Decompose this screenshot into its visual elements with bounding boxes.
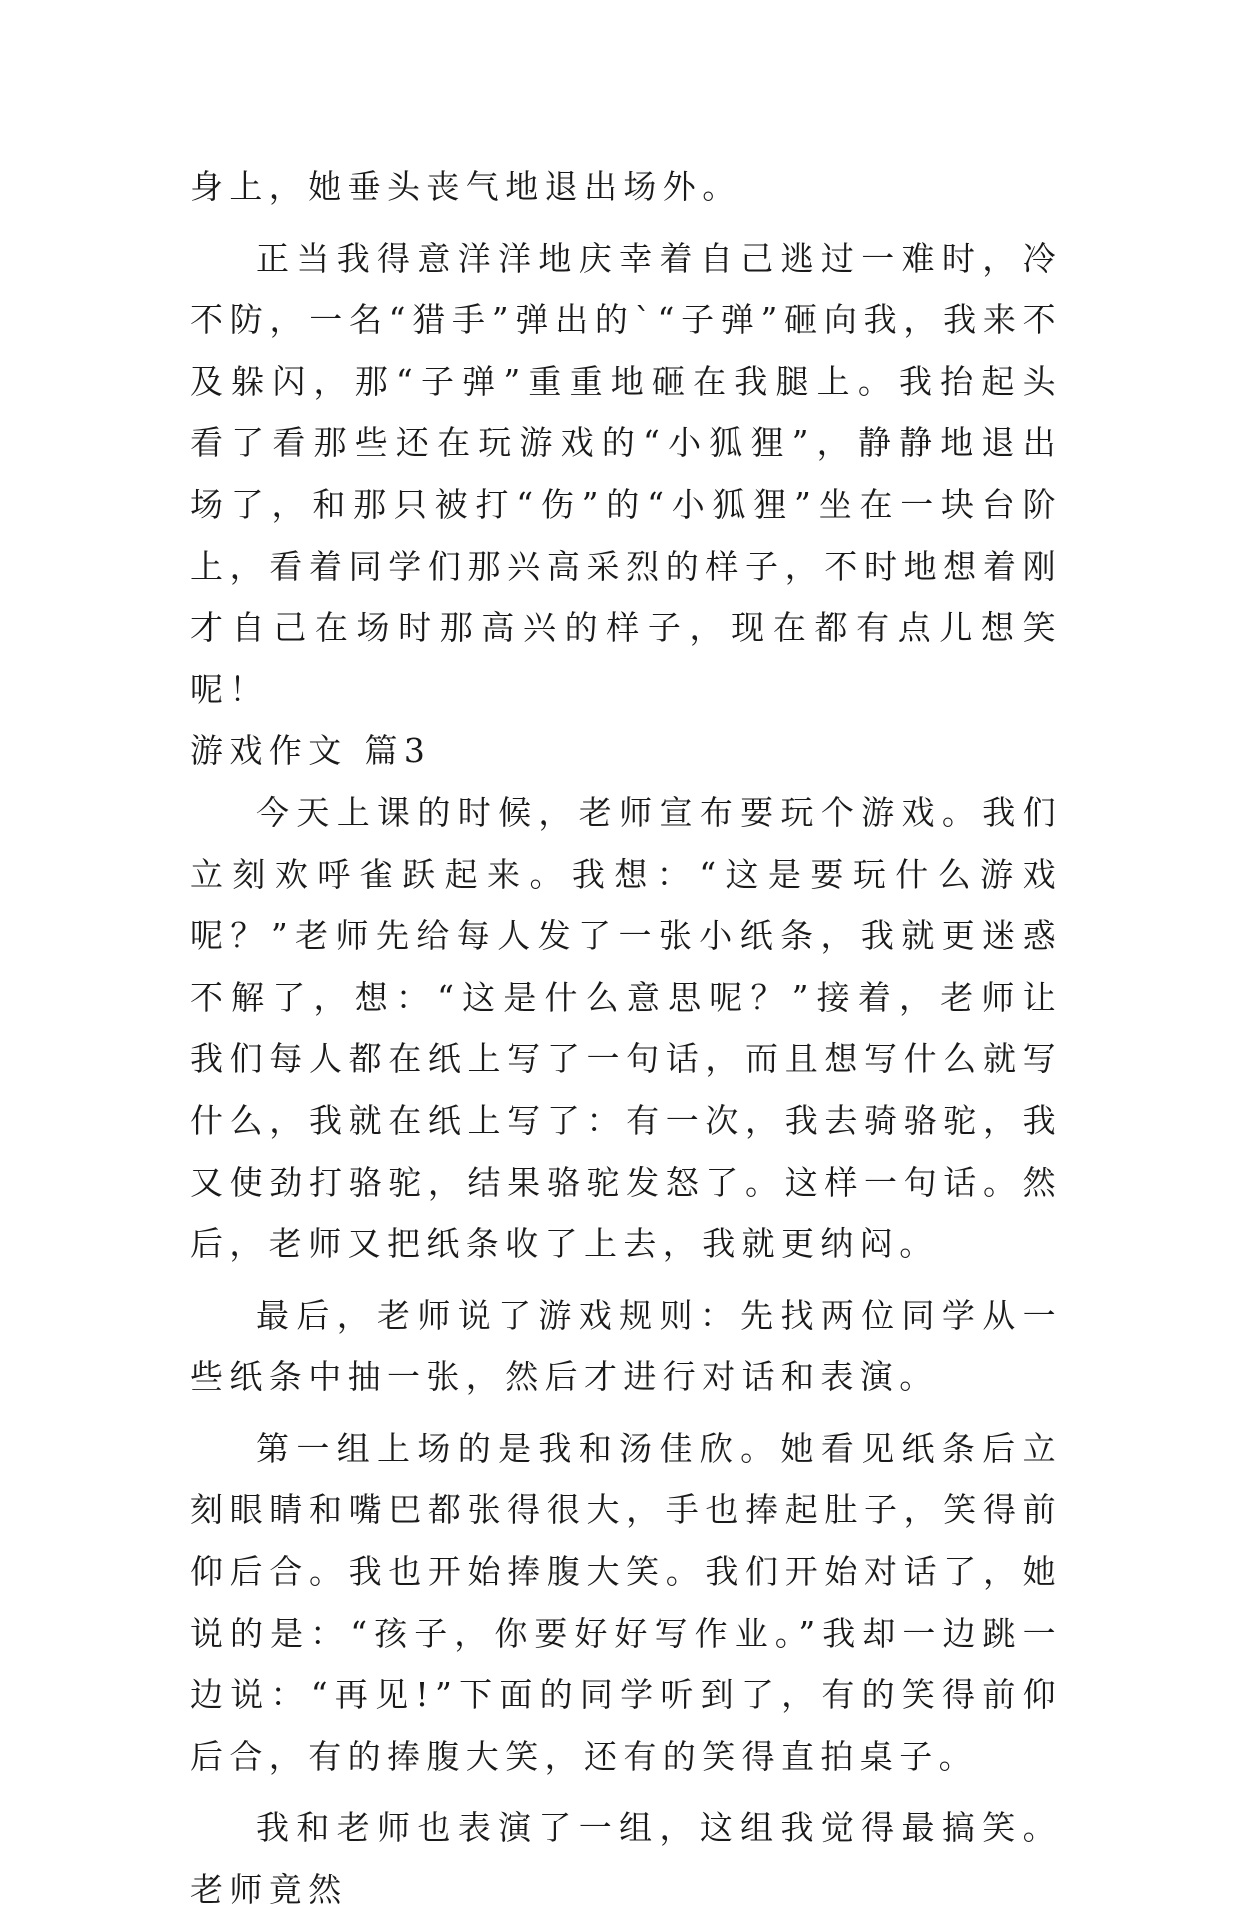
paragraph-3: 今天上课的时候，老师宣布要玩个游戏。我们立刻欢呼雀跃起来。我想：“这是要玩什么游戏呢？”老师先给每人发了一张小纸条，我就更迷惑不解了，想：“这是什么意思呢？”接着，老师让我们每人都在纸上写了一句话，而且想写什么就写什么，我就在纸上写了：有一次，我去骑骆驼，我又使劲打骆驼，结果骆驼发怒了。这样一句话。然后，老师又把纸条收了上去，我就更纳闷。 xyxy=(190,792,1062,1264)
paragraph-1: 身上，她垂头丧气地退出场外。 xyxy=(190,167,742,206)
paragraph-2: 正当我得意洋洋地庆幸着自己逃过一难时，冷不防，一名“猎手”弹出的`“子弹”砸向我，我来不及躲闪，那“子弹”重重地砸在我腿上。我抬起头看了看那些还在玩游戏的“小狐狸”，静静地退出场了，和那只被打“伤”的“小狐狸”坐在一块台阶上，看着同学们那兴高采烈的样子，不时地想着刚才自己在场时那高兴的样子，现在都有点儿想笑呢！ xyxy=(190,238,1062,709)
paragraph-4: 最后，老师说了游戏规则：先找两位同学从一些纸条中抽一张，然后才进行对话和表演。 xyxy=(190,1295,1062,1397)
section-heading: 游戏作文 篇3 xyxy=(190,731,432,771)
paragraph-5: 第一组上场的是我和汤佳欣。她看见纸条后立刻眼睛和嘴巴都张得很大，手也捧起肚子，笑得前仰后合。我也开始捧腹大笑。我们开始对话了，她说的是：“孩子，你要好好写作业。”我却一边跳一边说：“再见!”下面的同学听到了，有的笑得前仰后合，有的捧腹大笑，还有的笑得直拍桌子。 xyxy=(190,1428,1062,1776)
paragraph-6: 我和老师也表演了一组，这组我觉得最搞笑。老师竟然 xyxy=(190,1808,1062,1910)
document-body xyxy=(190,156,1062,1921)
